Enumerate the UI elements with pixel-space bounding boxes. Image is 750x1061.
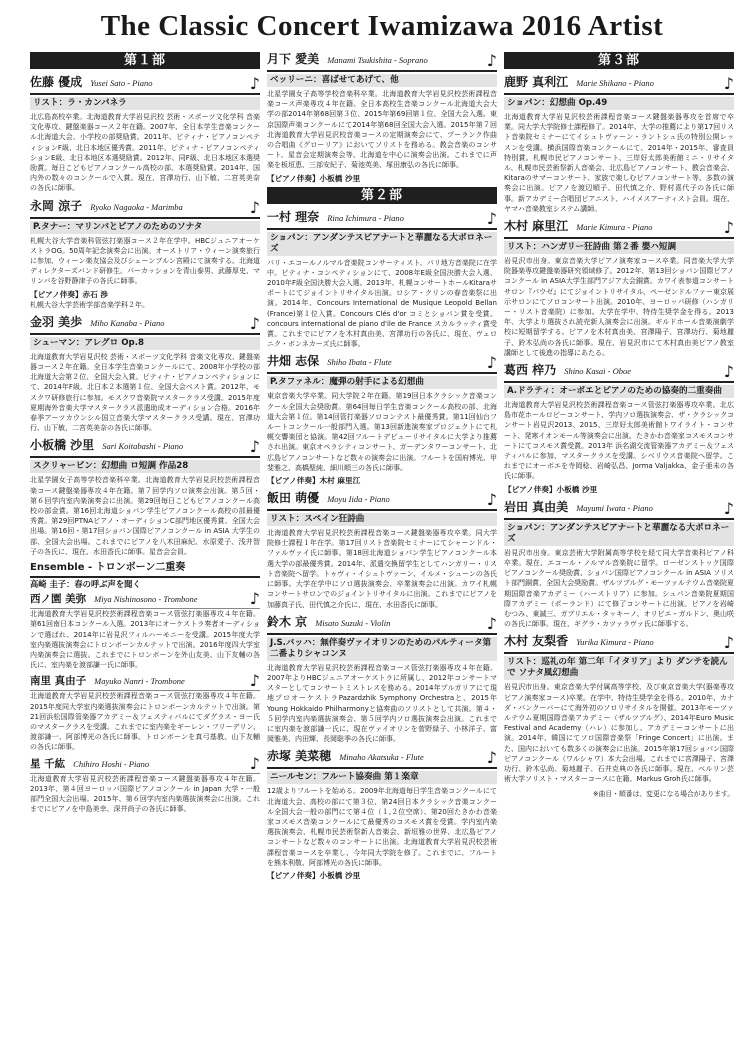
artist-romaji: Ryoko Nagaoka - Marimba [90, 201, 183, 212]
artist-name: 木村 麻里江 [504, 219, 569, 234]
footnote: ※曲目・順番は、変更になる場合があります。 [592, 790, 734, 799]
artist-name-bar [504, 361, 734, 383]
artist-name: 飯田 萌優 [267, 491, 320, 506]
artist-name-bar [30, 73, 260, 95]
program-piece: ニールセン：フルート協奏曲 第１楽章 [267, 771, 497, 784]
music-note-icon: ♪ [486, 490, 497, 510]
artist-block [267, 489, 497, 610]
accompanist: 【ピアノ伴奏】小板橋 沙里 [267, 870, 361, 880]
program-piece: J.S.バッハ：無伴奏ヴァイオリンのためのパルティータ第二番よりシャコンヌ [267, 637, 497, 661]
artist-block [30, 673, 260, 752]
artist-block [267, 208, 497, 350]
program-piece: スクリャービン：幻想曲 ロ短調 作品28 [30, 460, 260, 473]
program-piece: A.ドラティ：オーボエとピアノのための協奏的二重奏曲 [504, 385, 734, 398]
artist-block [504, 498, 734, 630]
artist-romaji: Rina Ichimura - Piano [327, 212, 404, 223]
artist-bio: パリ・エコールノルマル音楽院コンサーティスト、パリ地方音楽院に在学中。ピティナ・コンペティションにて、2008年E級全国決勝大会入選、2010年F級全国決勝大会入選。2013年、札幌コンサートホールKitaraサポートにてジョイントリサイタル出演。ロシア・クリンの春音楽祭に出演。2014年、Concours International de Musique Leopold Bellan (France)第１位入賞。Concours Clés d'or コミとショパン賞を受賞。concours international de piano d'ile de France スカルラッティ賞受賞。これまでにピアノを木村真由美、宮澤功行の各氏に、現在、ヴェロニク・ボンネカーズ氏に師事。 [267, 258, 497, 349]
music-note-icon: ♪ [249, 589, 260, 609]
section-header-part1: 第１部 [30, 52, 260, 69]
accompanist: 【ピアノ伴奏】小板橋 沙里 [504, 484, 598, 494]
artist-block [30, 197, 260, 310]
artist-name: 葛西 梓乃 [504, 363, 557, 378]
artist-name-bar [504, 632, 734, 654]
artist-romaji: Chihiro Hoshi - Piano [73, 758, 150, 769]
artist-romaji: Mayumi Iwata - Piano [576, 502, 653, 513]
program-piece: リスト：ラ・カンパネラ [30, 97, 260, 110]
artist-romaji: Manami Tsukishita - Soprano [327, 55, 428, 65]
music-note-icon: ♪ [723, 633, 734, 653]
music-note-icon: ♪ [486, 748, 497, 768]
music-note-icon: ♪ [249, 197, 260, 217]
artist-name-bar [30, 197, 260, 219]
artist-name-bar [30, 673, 260, 691]
section-header-part2: 第２部 [267, 187, 497, 204]
artist-bio: 岩見沢市出身。東京音楽大学ピアノ演奏家コース卒業。同音楽大学大学院器楽専攻鍵盤楽器研究領域修了。2012年、第13回ショパン国際ピアノコンクール in ASIA大学生部門アジア大会銅賞。カワイ表参道コンサートサロン『パウゼ』にてジョイントリサイタル、ペーゼンドルファー東京展示サロンにてソロコンサート出演。2010年、ヨーロッパ研修（ハンガリー・リスト音楽院）に参加。大学在学中、特待生奨学金を得る。2013年、大学より選抜され読売新人演奏会に出演。ギルドホール音楽演劇学校に短期留学する。ピアノを木村真由美、宮澤陽子、宮澤功行、菊地麗子、鈴木弘尚の各氏に師事。現在、岩見沢市にて木村真由美ピアノ教室講師として後進の指導にあたる。 [504, 257, 734, 357]
music-note-icon: ♪ [486, 51, 497, 70]
column-part3 [504, 50, 734, 884]
artist-romaji: Minaho Akatsuka - Flute [339, 752, 424, 763]
artist-name: 鈴木 京 [267, 614, 308, 629]
artist-name: 南里 真由子 [30, 675, 87, 688]
artist-bio: 12歳よりフルートを始める。2009年北海道毎日学生音楽コンクールにて北海道大会、高校の部にて第３位、第24回日本クラシック音楽コンクール全国大会一般の部門にて第４位（１,２位空席）、第20回たきかわ音楽家コスモス音楽コンクールにて最優秀のコスモス賞を受賞。学内室内楽選抜演奏会、札幌市民芸術祭新人音楽会、新垣雅の世界、北広島ピアノコンサートなど数々のコンサートに出演。北海道教育大学岩見沢校芸術課程音楽コースを卒業し、今年同大学院を修了。これまでに、フルートを熊本利敬、阿部博光の各氏に師事。 [267, 787, 497, 867]
artist-block [267, 613, 497, 745]
artist-bio: 北海道教育大学岩見沢校 芸術・スポーツ文化学科 音楽文化専攻、鍵盤楽器コース２年在籍。全日本学生音楽コンクールにて、2008年小学校の部北海道大会第２位、全国大会入賞。ピティナ・ピアノコンペティションにて、2014年F級、北日本２本選第１位、全国大会ベスト賞。2012年、モスクワ研修旅行に参加。モスクワ音楽院マスタークラス受講。2015年度夏期海外音楽大学マスタークラス派遣助成オーディション合格。2016年春季アーツカウンシル国立音楽大学マスタークラス受講。現在、宮澤功行、山下敏、二宮英美奈の各氏に師事。 [30, 352, 260, 433]
program-piece: ショパン：アンダンテスピアナートと華麗なる大ポロネーズ [267, 232, 497, 256]
artist-name-bar [267, 489, 497, 511]
artist-block [30, 753, 260, 815]
artist-block [30, 436, 260, 557]
artist-bio: 北海道教育大学岩見沢校芸術課程音楽コース管弦打楽器専攻卒業。北広島市花ホールロビーコンサート、学内ソロ選抜演奏会、ザ・クラシックコンサート岩見沢2013、2015、三岸好太郎美術館トワイライト・コンサート、発寒イオンモール等演奏会に出演。たきかわ音楽家コスモスコンサートにてコスモス賞受賞。2013年 浜名湖交流管楽器アカデミー＆フェスティバルに参加、マスタークラスを受講。シベリウス音楽院へ留学。これまでにオーボエを寺岡稔、岩崎弘昌、Jorma Valjakka、金子亜未の各氏に師事。 [504, 401, 734, 481]
columns [30, 50, 734, 884]
program-piece: リスト：ハンガリー狂詩曲 第２番 嬰ハ短調 [504, 241, 734, 254]
artist-name: 赤塚 美菜穂 [267, 749, 332, 764]
artist-name-bar [267, 50, 497, 72]
artist-bio: 北星学園女子高等学校音楽科卒業。北海道教育大学岩見沢校芸術課程音楽コース鍵盤楽器専攻４年在籍。第７回学内ソロ演奏会出演。第５回・第６回学内室内楽演奏会に出演。第29回毎日こどもピアノコンクール高校の部金賞。第16回北海道ショパン学生ピアノコンクール高校の部最優秀賞。第29回PTNAピアノ・オーディションC部門地区優秀賞、全国大会出場。第16回・第17回ショパン国際ピアノコンクール in ASIA 大学生の部、全国大会出場。これまでにピアノを八木田麻紀、水原愛子、浅井智子の各氏に、現在、水田香氏に師事。星音会会員。 [30, 476, 260, 556]
artist-bio: 岩見沢市出身。東京音楽大学付属高等学校、及び東京音楽大学(器楽専攻ピアノ演奏家コース)卒業。在学中、特待生奨学金を得る。2010年、カナダ・バンクーバーにて海外初のソロリサイタルを開催。2013年モーツァルテウム夏期国際音楽アカデミー（ザルツブルグ）、2014年Euro Music Festival and Academy（ハレ）に参加し、アカデミーコンサートに出演。2014年、韓国にてソロ国際音楽祭「Fringe Concert」に出演。また、国内においても数多くの演奏会に出演。2015年第17回ショパン国際ピアノコンクール（ワルシャワ）本大会出場。これまでに宮澤陽子、宮澤功行、鈴木弘尚、菊地麗子、石井克典の各氏に師事。現在、ベルリン芸術大学ソリスト・マスターコースに在籍、Markus Groh氏に師事。 [504, 683, 734, 784]
artist-block [504, 361, 734, 495]
artist-name: 井畑 志保 [267, 354, 320, 369]
artist-name-bar [504, 498, 734, 520]
artist-block [30, 591, 260, 670]
music-note-icon: ♪ [723, 218, 734, 238]
music-note-icon: ♪ [249, 671, 260, 691]
ensemble-title: Ensemble - トロンボーン二重奏 [30, 560, 260, 578]
music-note-icon: ♪ [486, 353, 497, 373]
artist-romaji: Marie Kimura - Piano [576, 222, 653, 233]
artist-block [30, 313, 260, 434]
program-piece: リスト：スペイン狂詩曲 [267, 513, 497, 526]
artist-block [504, 217, 734, 358]
artist-romaji: Marie Shikano - Piano [576, 78, 654, 88]
program-piece: ショパン：アンダンテスピアナートと華麗なる大ポロネーズ [504, 522, 734, 546]
artist-name: 佐藤 優成 [30, 75, 83, 89]
artist-romaji: Yusei Sato - Piano [90, 78, 153, 88]
artist-name-bar [267, 613, 497, 635]
artist-romaji: Misato Suzuki - Violin [315, 617, 391, 628]
music-note-icon: ♪ [486, 208, 497, 228]
program-piece: ベッリーニ：喜ばせてあげて、他 [267, 74, 497, 87]
artist-block [267, 747, 497, 881]
artist-bio: 北星学園女子高等学校音楽科卒業。北海道教育大学岩見沢校芸術課程音楽コース声楽専攻４年在籍。全日本高校生音楽コンクール北海道大会大学の部2014年第68回第３位、2015年第69回第１位、全国大会入選。東京国際声楽コンクールにて2014年第68回全国大会入選。2015年第７回北海道教育大学岩見沢校音楽コースの定期演奏会にて、プーランク作曲の合唱曲《グローリア》においてソリストを務める。教会音楽のコンサート、星音会定期演奏会等、北海道を中心に演奏会出演。これまでに声楽を板垣恵、三部安紀子、菊池英美、塚田康弘の各氏に師事。 [267, 90, 497, 170]
music-note-icon: ♪ [249, 74, 260, 93]
artist-bio: 北海道教育大学岩見沢校芸術課程音楽コース管弦打楽器専攻４年在籍。2015年度同大学室内楽選抜演奏会にトロンボーンカルテットで出演。第21回浜松国際管楽器アカデミー＆フェスティバルにてダグラス・ヨー氏のマスタークラスを受講。これまでに室内楽をギーレン・フリーデリン、渡部謙一、阿部博光の各氏に師事。トロンボーンを真弓基教、山下友輔の各氏に師事。 [30, 692, 260, 752]
artist-name: 木村 友梨香 [504, 634, 569, 649]
artist-name-bar [30, 591, 260, 609]
artist-block [267, 352, 497, 486]
artist-name: 一村 理奈 [267, 209, 320, 224]
artist-name: 永岡 涼子 [30, 198, 83, 213]
artist-name-bar [267, 352, 497, 374]
program-piece: ショパン：幻想曲 Op.49 [504, 97, 734, 110]
artist-name-bar [30, 753, 260, 774]
artist-romaji: Yurika Kimura - Piano [576, 637, 654, 648]
artist-name-bar [267, 208, 497, 230]
artist-bio: 北海道教育大学岩見沢校芸術課程音楽コース管弦打楽器専攻４年在籍。2007年よりHBCジュニアオーケストラに所属し、2012年コンサートマスターとしてコンサートミストレスを務める。2014年ブルガリアにて現地プロオーケストラPazardzhik Symphony Orchestraと、2015年Young Hokkaido Philharmonyと協奏曲のソリストとして共演。第４・５回学内室内楽選抜演奏会、第５回学内ソロ選抜演奏会出演。これまでに室内楽を渡部謙一氏に、現在ヴァイオリンを菅野緑子、小林洋子、富岡雅美、内田輝、長岡聡季の各氏に師事。 [267, 663, 497, 744]
artist-bio: 北広島高校卒業。北海道教育大学岩見沢校 芸術・スポーツ文化学科 音楽文化専攻、鍵盤楽器コース２年在籍。2007年、全日本学生音楽コンクール北海道大会、小学校の部奨励賞。2011年、ピティナ・ピアノコンペティションF級、北日本地区優秀賞。2011年、ピティナ・ピアノコンペティションE級、北日本地区本選奨励賞。2012年、同F級、北日本地区本選奨励賞。毎日こどもピアノコンクール高校の部、本選奨励賞。2014年、国内外の数々のコンクールで入賞。現在、宮澤功行、山下敏、二宮英美奈の各氏に師事。 [30, 113, 260, 193]
music-note-icon: ♪ [486, 613, 497, 633]
music-note-icon: ♪ [723, 498, 734, 518]
artist-block [267, 50, 497, 184]
artist-romaji: Shino Kasai - Oboe [564, 366, 632, 377]
column-part1 [30, 50, 260, 884]
artist-romaji: Moyu Iida - Piano [327, 494, 390, 505]
artist-block [504, 73, 734, 214]
artist-name-bar [504, 73, 734, 95]
page-title: The Classic Concert Iwamizawa 2016 Artist [100, 10, 664, 42]
music-note-icon: ♪ [249, 437, 260, 457]
accompanist: 【ピアノ伴奏】赤石 渉 [30, 289, 108, 299]
music-note-icon: ♪ [249, 753, 260, 773]
section-header-part3: 第３部 [504, 52, 734, 69]
artist-bio: 北海道教育大学岩見沢校芸術課程音楽コース鍵盤楽器専攻卒業。同大学院修士課程１年在学。第17回リスト音楽院セミナーにてシャーンドル・ファルヴァイ氏に師事。第18回北海道ショパン学生ピアノコンクール本選大学の部最優秀賞。2014年、派遣交換留学生としてハンガリー・リスト音楽院へ留学。トゥヴィ・イシュトヴァーン、イルメ・シューンの各氏に師事。大学在学中にソロ選抜演奏会、卒業演奏会に出演。カワイ札幌コンサートサロンでのジョイントリサイタルに出演。これまでにピアノを加藤真子氏、田代慎之介氏に、現在、水田香氏に師事。 [267, 529, 497, 609]
artist-romaji: Sari Koitabashi - Piano [102, 441, 184, 452]
column-part2 [267, 50, 497, 884]
artist-block [504, 632, 734, 784]
artist-name: 岩田 真由美 [504, 499, 569, 514]
artist-bio: 岩見沢市出身。東京芸術大学附属高等学校を経て同大学音楽科ピアノ科卒業。現在、エコール・ノルマル音楽院に留学。ローゼンストック国際ピアノコンクール奨励賞、ショパン国際ピアノコンクール in ASIA ソリスト部門銅賞、全国大会奨励賞。ザルツブルグ・モーツァルテウム音楽院夏期国際音楽アカデミー（ハーストリア）に参加。シュパン音楽院夏期国際アカデミー（ポーランド）にて修了コンサートに出演。ピアノを岩崎むつみ、東誠三、ガブリエル・タッキーノ、オリビエ・ガルドン、奥山咲の各氏に師事。現在、ギグラ・カツァラヴァ氏に師事する。 [504, 548, 734, 629]
artist-name: 星 千紘 [30, 757, 66, 770]
accompanist: 【ピアノ伴奏】小板橋 沙里 [267, 173, 361, 183]
artist-name: 西ノ園 美弥 [30, 593, 87, 606]
music-note-icon: ♪ [249, 313, 260, 333]
artist-name-bar [267, 747, 497, 769]
program-piece: シューマン：アレグロ Op.8 [30, 337, 260, 350]
artist-name-bar [30, 436, 260, 458]
artist-name: 小板橋 沙里 [30, 438, 95, 453]
ensemble-piece: 高崎 圭子：春の呼ぶ声を聞く [30, 579, 141, 590]
music-note-icon: ♪ [723, 74, 734, 93]
artist-bio: 北海道教育大学岩見沢校芸術課程音楽コース鍵盤楽器専攻４年在籍。2013年、第４回ヨーロッパ国際ピアノコンクール in Japan 大学・一般部門全国大会出場。2015年、第６回学内室内楽選抜演奏会に出演。これまでにピアノを中島美幸、深井尚子の各氏に師事。 [30, 774, 260, 814]
artist-block [30, 73, 260, 194]
artist-bio: 札幌大谷大学音楽科管弦打楽器コース２年在学中。HBCジュニアオーケストラOG。50周年記念演奏会に出演。オーストリア・ウィーン演奏旅行に参加、ウィーン楽友協会及びシェーンブルン宮殿にて演奏する。北海道ディレクターズバンド研修生。パーカッションを青山泰男、武藤厚史、マリンバを谷野静津子の各氏に師事。 [30, 236, 260, 286]
artist-name: 金羽 美歩 [30, 314, 83, 329]
artist-name-bar [30, 313, 260, 335]
artist-bio: 東京音楽大学卒業。同大学院２年在籍。第19回日本クラシック音楽コンクール全国大会奨励賞。第64回毎日学生音楽コンクール高校の部、北海道大会第１位。第14回管打楽器ソロコンテスト最優秀賞。第11回仙台フルートコンクール一般部門入選。第13回新進演奏家プロジェクトにて札幌交響楽団と協演。第42回フルートデビューリサイタルに大学より推薦され出演。東京オペラシティコンサート、ガーデンタワーコンサート、北広島ピアノコンサートなど数々の演奏会に出演。フルートを国府博光、甲斐雅之、高橋聖純、細川順三の各氏に師事。 [267, 392, 497, 472]
artist-bio: 北海道教育大学岩見沢校芸術課程音楽コース鍵盤楽器専攻を首席で卒業。同大学大学院修士課程修了。2014年、大学の推薦により第17回リスト音楽院セミナーにてイシュトヴァーン・ラントシュ氏の特別公開レッスンを受講。横浜国際音楽コンクールにて、2014年・2015年、審査員特別賞。札幌市民ピアノコンサート、三岸好太郎美術館ミニ・リサイタル、札幌市民芸術祭新人音楽会、北広島ピアノコンサート、教会音楽会、Kitaraのサマーコンサート、家族で楽しむピアノコンサート等、多数の演奏会に出演。ピアノを渡辺順子、田代慎之介、野村喜代子の各氏に師事。新アカデミー合唱団ピアニスト、ハイメスアーティスト会員。現在、ヤマハ音楽教室システム講師。 [504, 113, 734, 213]
program-piece: リスト：巡礼の年 第二年「イタリア」より ダンテを読んで ソナタ風幻想曲 [504, 656, 734, 680]
artist-romaji: Shiho Ibata - Flute [327, 357, 392, 368]
accompanist-note: 札幌大谷大学芸術学部音楽学科２年。 [30, 300, 149, 309]
accompanist: 【ピアノ伴奏】木村 麻里江 [267, 476, 361, 486]
artist-romaji: Mayuko Nanri - Trombone [94, 676, 185, 687]
music-note-icon: ♪ [723, 362, 734, 382]
artist-romaji: Miya Nishinosono - Trombone [94, 594, 198, 605]
artist-name-bar [504, 217, 734, 239]
artist-romaji: Miho Kanaba - Piano [90, 317, 165, 328]
program-piece: P.タナー：マリンバとピアノのためのソナタ [30, 221, 260, 234]
artist-bio: 北海道教育大学岩見沢校芸術課程音楽コース管弦打楽器専攻４年在籍。第61回南日本コンクール入選。2013年にオーケストラ奏者オーディションで選ばれ、2014年に岩見沢フィルハーモニーを受講。2015年度大学室内楽選抜演奏会にトロンボーンカルテットで出演。2016年度四大学室内楽演奏会に選抜。これまでにトロンボーンを外山友美、山下友輔の各氏に、室内楽を渡部謙一氏に師事。 [30, 610, 260, 670]
artist-name: 月下 愛美 [267, 52, 320, 66]
program-piece: P.タファネル：魔弾の射手による幻想曲 [267, 376, 497, 389]
artist-name: 鹿野 真利江 [504, 75, 569, 89]
